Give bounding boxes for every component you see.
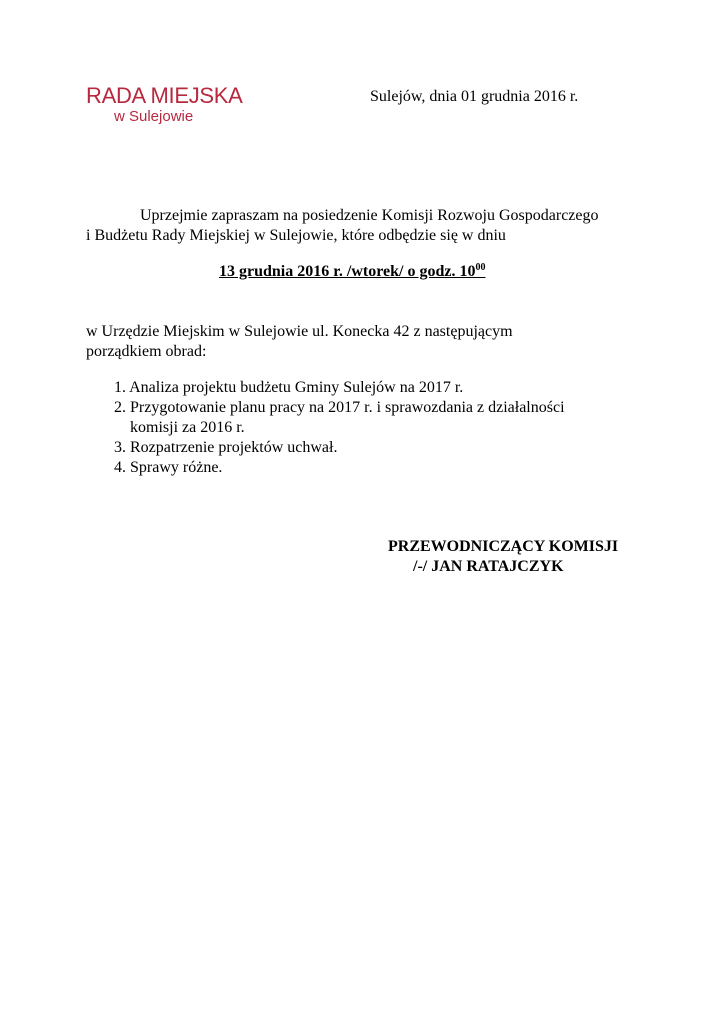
venue-line-1: w Urzędzie Miejskim w Sulejowie ul. Konecka 42 z następującym (86, 323, 513, 340)
agenda-item-4: 4. Sprawy różne. (114, 459, 223, 476)
logo-subtitle: w Sulejowie (114, 108, 194, 125)
document-date: Sulejów, dnia 01 grudnia 2016 r. (370, 88, 579, 105)
signature-title: PRZEWODNICZĄCY KOMISJI (388, 538, 619, 555)
meeting-date-text: 13 grudnia 2016 r. /wtorek/ o godz. 10 (219, 263, 476, 280)
agenda-item-2-continuation: komisji za 2016 r. (130, 419, 245, 436)
agenda-item-1: 1. Analiza projektu budżetu Gminy Sulejów na 2017 r. (114, 379, 464, 396)
agenda-list (114, 378, 565, 478)
invitation-line-2: i Budżetu Rady Miejskiej w Sulejowie, które odbędzie się w dniu (86, 227, 506, 244)
agenda-item-3: 3. Rozpatrzenie projektów uchwał. (114, 439, 338, 456)
meeting-datetime (219, 263, 485, 281)
agenda-item-2: 2. Przygotowanie planu pracy na 2017 r. i sprawozdania z działalności (114, 399, 565, 416)
venue-line-2: porządkiem obrad: (86, 343, 207, 360)
invitation-line-1: Uprzejmie zapraszam na posiedzenie Komisji Rozwoju Gospodarczego (140, 207, 599, 224)
meeting-time-minutes: 00 (475, 262, 486, 273)
logo-title: RADA MIEJSKA (86, 83, 243, 108)
signature-name: /-/ JAN RATAJCZYK (413, 558, 564, 575)
council-logo (86, 84, 243, 126)
